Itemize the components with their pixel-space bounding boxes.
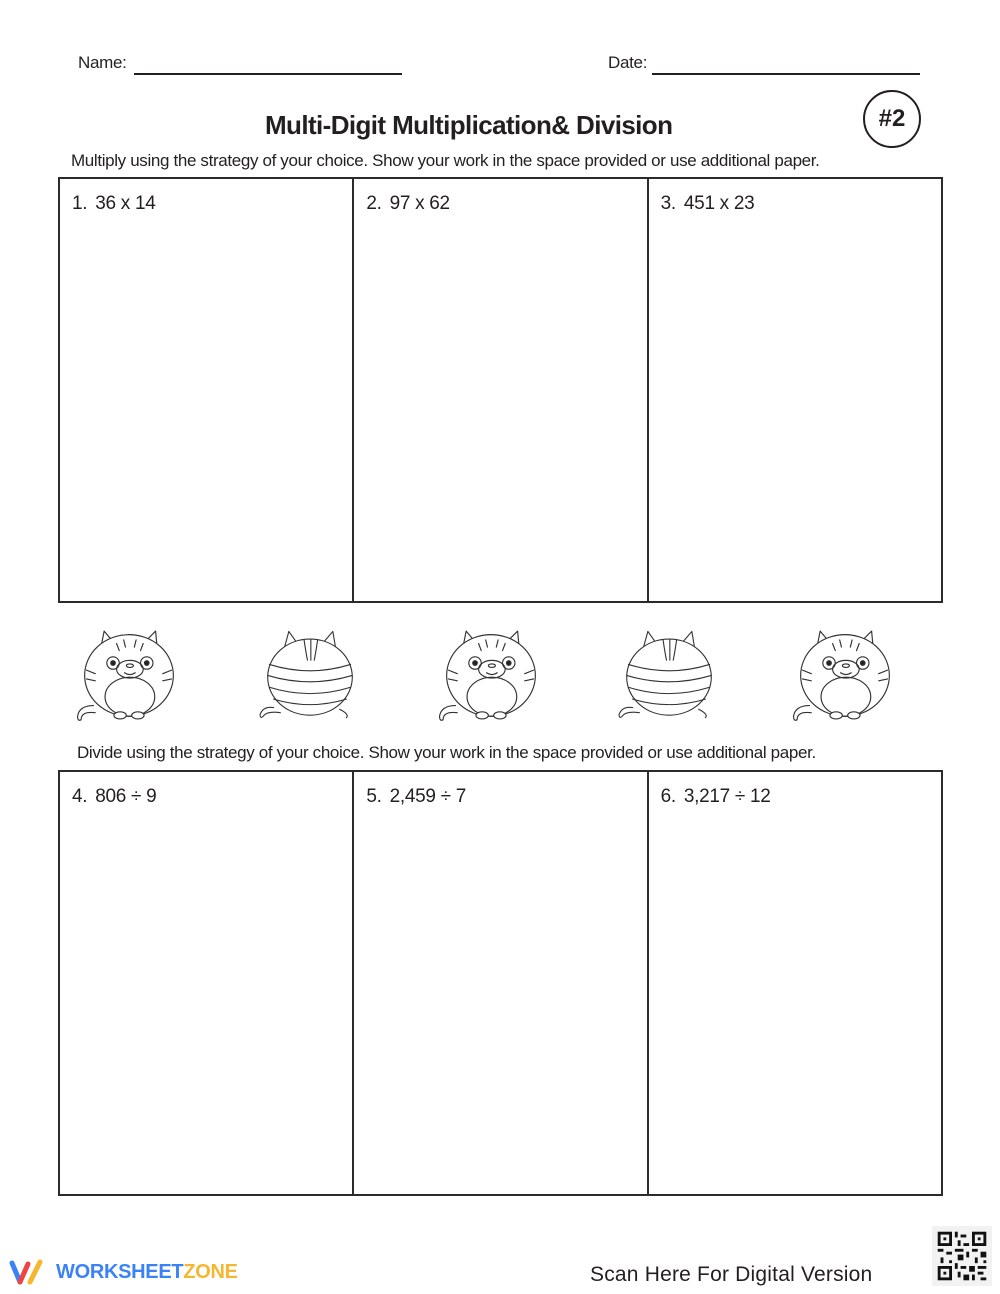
multiplication-grid	[58, 177, 943, 603]
problem-expression: 806 ÷ 9	[95, 786, 157, 807]
worksheet-zone-logo-icon	[8, 1258, 48, 1286]
problem-number: 3.	[660, 193, 676, 214]
division-grid	[58, 770, 943, 1196]
brand-secondary: ZONE	[183, 1260, 238, 1283]
problem-number: 5.	[366, 786, 382, 807]
problem-number: 6.	[660, 786, 676, 807]
problem-number: 4.	[72, 786, 88, 807]
cat-front-icon	[790, 620, 900, 730]
problem-expression: 451 x 23	[683, 193, 755, 214]
name-label: Name:	[78, 53, 127, 72]
problem-cell-5[interactable]	[354, 772, 648, 1194]
problem-expression: 97 x 62	[389, 193, 450, 214]
problem-expression: 36 x 14	[95, 193, 156, 214]
page-title: Multi-Digit Multiplication& Division	[265, 110, 673, 140]
multiplication-instructions: Multiply using the strategy of your choice. Show your work in the space provided or use additional paper.	[71, 151, 820, 170]
worksheet-number: #2	[878, 105, 906, 132]
date-field[interactable]	[652, 73, 920, 75]
cat-front-icon	[436, 620, 546, 730]
problem-number: 1.	[72, 193, 88, 214]
cat-front-icon	[74, 620, 184, 730]
problem-cell-6[interactable]	[649, 772, 941, 1194]
qr-code-graphic	[932, 1226, 992, 1286]
cat-back-icon	[255, 620, 365, 730]
cat-back-icon	[614, 620, 724, 730]
worksheet-number-badge	[863, 90, 921, 148]
problem-expression: 3,217 ÷ 12	[683, 786, 771, 807]
problem-2	[366, 193, 634, 215]
brand-primary: WORKSHEET	[56, 1260, 184, 1283]
problem-cell-1[interactable]	[60, 179, 354, 601]
name-field[interactable]	[134, 73, 402, 75]
scan-text: Scan Here For Digital Version	[590, 1263, 873, 1286]
qr-code-icon[interactable]	[932, 1226, 992, 1286]
problem-expression: 2,459 ÷ 7	[389, 786, 466, 807]
problem-4	[72, 786, 340, 808]
problem-1	[72, 193, 340, 215]
date-label: Date:	[608, 53, 648, 72]
problem-cell-3[interactable]	[649, 179, 941, 601]
worksheet-zone-logo[interactable]	[8, 1258, 238, 1286]
problem-cell-2[interactable]	[354, 179, 648, 601]
division-instructions: Divide using the strategy of your choice. Show your work in the space provided or use additional paper.	[77, 743, 816, 762]
problem-3	[661, 193, 929, 215]
problem-6	[661, 786, 929, 808]
cat-decoration-row	[0, 618, 1000, 733]
problem-5	[366, 786, 634, 808]
problem-cell-4[interactable]	[60, 772, 354, 1194]
problem-number: 2.	[366, 193, 382, 214]
